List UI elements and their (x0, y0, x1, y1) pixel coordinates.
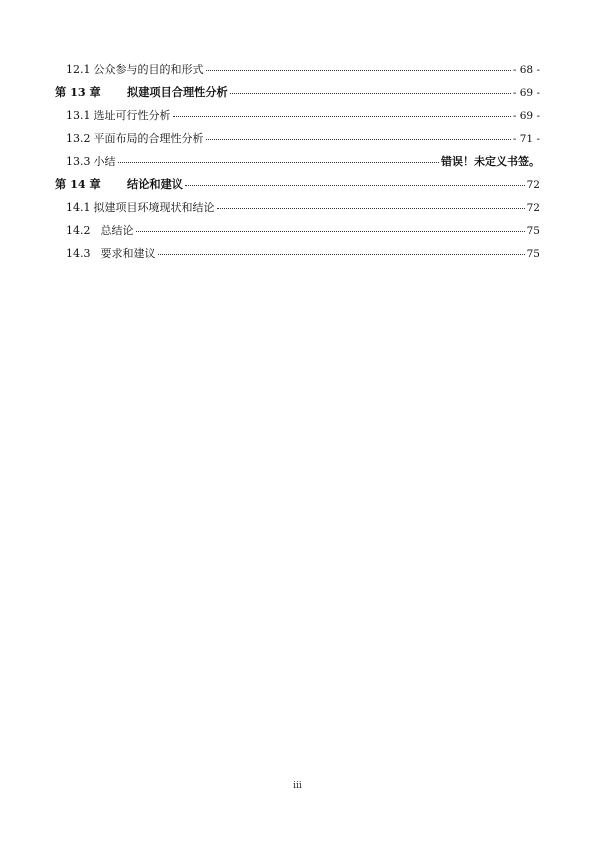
toc-entry-number: 13.2 (66, 132, 91, 145)
toc-entry-13-3[interactable] (55, 150, 540, 173)
toc-entry-12-1[interactable] (55, 58, 540, 81)
toc-entry-14-3[interactable] (55, 242, 540, 265)
toc-entry-title: 拟建项目环境现状和结论 (93, 201, 215, 214)
toc-chapter-title: 结论和建议 (127, 177, 183, 191)
dot-leader (185, 175, 525, 186)
dot-leader (173, 106, 511, 117)
toc-chapter-14[interactable] (55, 173, 540, 196)
toc-chapter-number: 第 14 章 (55, 177, 101, 191)
toc-chapter-number: 第 13 章 (55, 85, 101, 99)
toc-entry-number: 13.1 (66, 109, 91, 122)
dot-leader (217, 198, 525, 209)
toc-entry-title: 公众参与的目的和形式 (93, 63, 204, 76)
toc-entry-page: 72 (526, 202, 540, 214)
toc-entry-number: 14.1 (66, 201, 91, 214)
toc-chapter-title: 拟建项目合理性分析 (127, 85, 228, 99)
toc-entry-14-2[interactable] (55, 219, 540, 242)
toc-entry-number: 12.1 (66, 63, 91, 76)
toc-entry-title: 小结 (93, 155, 116, 168)
toc-entry-page: 72 (526, 179, 540, 191)
toc-entry-page: - 68 - (512, 64, 540, 76)
toc-chapter-13[interactable] (55, 81, 540, 104)
dot-leader (230, 83, 511, 94)
page-number-footer: iii (293, 781, 302, 791)
dot-leader (136, 221, 525, 232)
toc-entry-13-2[interactable] (55, 127, 540, 150)
toc-entry-number: 14.3 (66, 247, 91, 260)
table-of-contents (55, 58, 540, 265)
toc-entry-page: 75 (526, 225, 540, 237)
toc-entry-title: 总结论 (93, 224, 134, 237)
toc-entry-title: 选址可行性分析 (93, 109, 171, 122)
bookmark-error-text: 错误！未定义书签。 (441, 155, 540, 168)
toc-entry-page: - 71 - (512, 133, 540, 145)
toc-entry-title: 要求和建议 (93, 247, 156, 260)
toc-entry-13-1[interactable] (55, 104, 540, 127)
dot-leader (206, 129, 511, 140)
dot-leader (206, 60, 511, 71)
dot-leader (118, 152, 440, 163)
toc-entry-title: 平面布局的合理性分析 (93, 132, 204, 145)
toc-entry-page: - 69 - (512, 110, 540, 122)
toc-entry-page: 75 (526, 248, 540, 260)
toc-entry-14-1[interactable] (55, 196, 540, 219)
dot-leader (158, 244, 525, 255)
toc-entry-number: 14.2 (66, 224, 91, 237)
toc-entry-page: - 69 - (512, 87, 540, 99)
toc-entry-number: 13.3 (66, 155, 91, 168)
